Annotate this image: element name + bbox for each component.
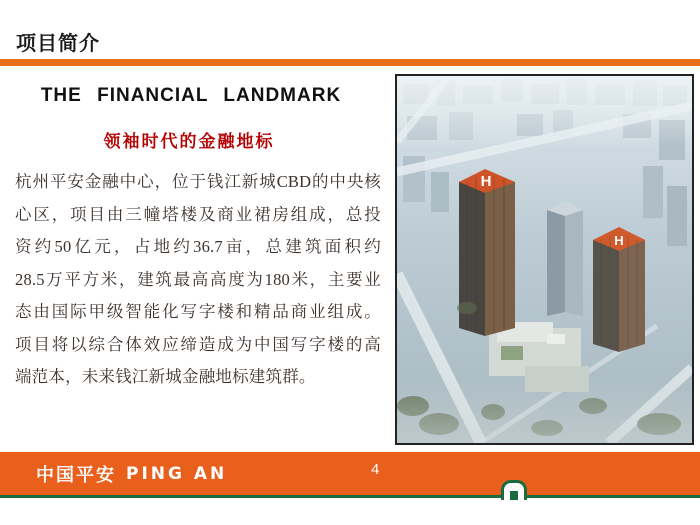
pingan-logo-cn: 中国平安: [36, 465, 116, 486]
page-number: 4: [371, 461, 380, 478]
pingan-logo: [36, 462, 227, 486]
body-line: 项目将以综合体效应缔造成为中国写字楼的高: [15, 334, 381, 354]
body-paragraph: [15, 166, 381, 394]
haze-top: [397, 76, 692, 146]
body-line: 资约50亿元，占地约36.7亩，总建筑面积约: [15, 237, 381, 256]
body-line: 杭州平安金融中心，位于钱江新城CBD的中央核: [15, 172, 381, 191]
pingan-logo-en: PING AN: [126, 464, 228, 484]
tower-b: [547, 201, 583, 316]
footer-shield-square: [510, 491, 518, 500]
footer-shield-icon: [501, 480, 527, 500]
helipad-a-icon: H: [480, 173, 492, 190]
page-title: 项目简介: [16, 33, 100, 55]
english-heading: THE FINANCIAL LANDMARK: [40, 85, 342, 106]
haze-bottom: [397, 376, 692, 443]
chinese-subtitle: 领袖时代的金融地标: [103, 132, 275, 151]
body-line: 心区，项目由三幢塔楼及商业裙房组成，总投: [15, 204, 381, 224]
body-line: 态由国际甲级智能化写字楼和精品商业组成。: [15, 302, 381, 321]
helipad-c-icon: H: [614, 233, 624, 248]
tower-c: [593, 227, 645, 352]
footer-green-line: [0, 495, 700, 498]
title-divider: [0, 59, 700, 66]
aerial-render-svg: [397, 76, 692, 443]
project-aerial-rendering: [395, 74, 694, 445]
body-line: 端范本，未来钱江新城金融地标建筑群。: [15, 367, 316, 386]
body-line: 28.5万平方米，建筑最高高度为180米，主要业: [15, 269, 381, 289]
